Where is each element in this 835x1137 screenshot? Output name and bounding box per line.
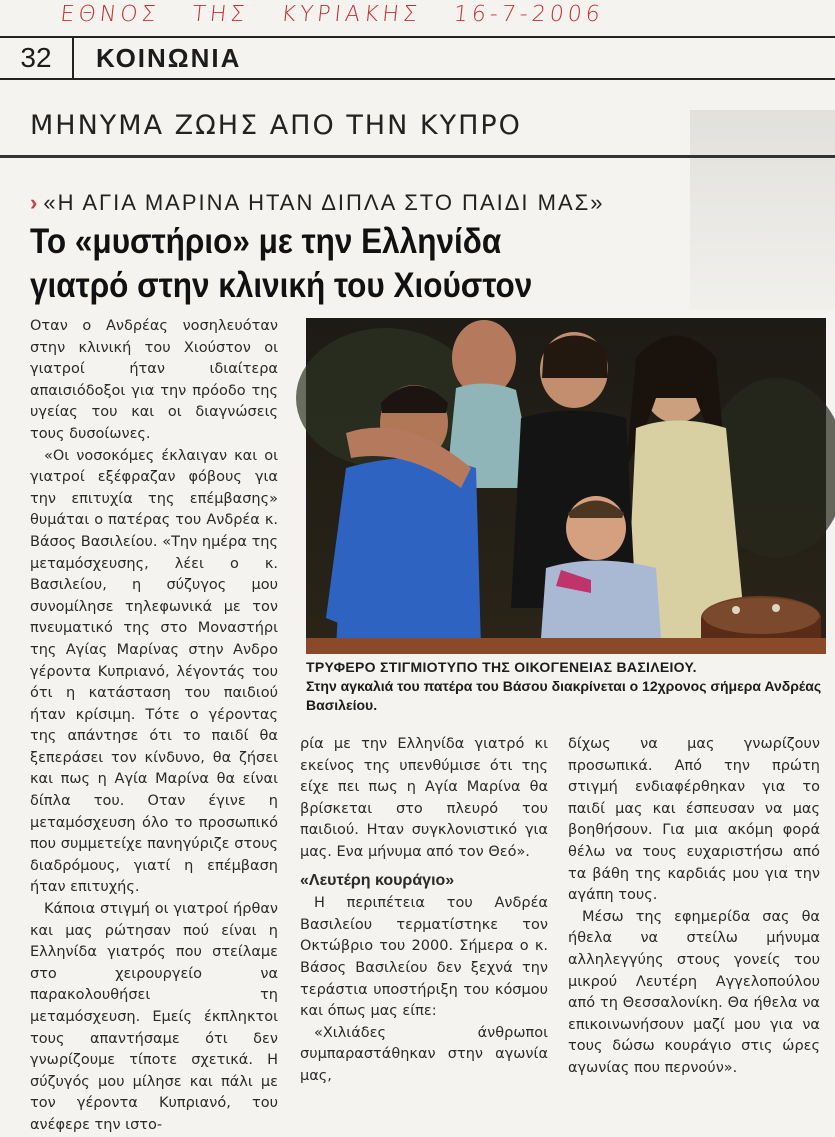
handwritten-date-note [58,2,682,36]
paragraph: «Χιλιάδες άνθρωποι συμπαραστάθηκαν στην αγωνία μας, [300,1024,548,1084]
article-column-1 [30,316,278,1133]
article-overline [30,190,604,216]
family-photo [306,318,826,654]
paragraph: ρία με την Ελληνίδα γιατρό κι εκείνος της υπενθύμισε ότι της είχε πει πως η Αγία Μαρίνα θα βρίσκεται στο πλευρό του παιδιού. Ηταν συγκλονιστικό για μας. Ενα μήνυμα από τον Θεό». [300,736,548,860]
caption-title: ΤΡΥΦΕΡΟ ΣΤΙΓΜΙΟΤΥΠΟ ΤΗΣ ΟΙΚΟΓΕΝΕΙΑΣ ΒΑΣΙΛΕΙΟΥ. [306,659,697,675]
family-photo-illustration [306,318,826,654]
kicker-title: ΜΗΝΥΜΑ ΖΩΗΣ ΑΠΟ ΤΗΝ ΚΥΠΡΟ [30,110,522,141]
article-headline [30,220,606,308]
headline-line: γιατρό στην κλινική του Χιούστον [30,266,533,305]
paragraph: «Οι νοσοκόμες έκλαιγαν και οι γιατροί εξέφραζαν φόβους για την επιτυχία της επέμβασης» θυμάται ο πατέρας του Ανδρέα κ. Βάσος Βασιλείου. «Την ημέρα της μεταμόσχευσης, λέει ο κ. Βασιλείου, η σύζυγος μου συνομίλησε τηλεφωνικά με τον πνευματικό της στο Μοναστήρι της Αγίας Μαρίνας στην Ανδρο γέροντα Κυπριανό, λέγοντάς του ότι η κατάσταση του παιδιού ήταν κρίσιμη. Τότε ο γέροντας της απάντησε ότι το παιδί θα ξεπεράσει τον κίνδυνο, θα ζήσει και πως η Αγία Μαρίνα θα είναι δίπλα του. Οταν έγινε η μεταμόσχευση όλο το προσωπικό που συμμετείχε πανηγύριζε στους διαδρόμους, γιατί η επέμβαση ήταν επιτυχής. [30,447,278,896]
paragraph: Μέσω της εφημερίδα σας θα ήθελα να στείλω μήνυμα αλληλεγγύης στους γονείς του μικρού Λευτέρη Αγγελοπούλου από τη Θεσσαλονίκη. Θα ήθελα να επικοινωνήσουν μαζί μου για να τους δώσω κουράγιο στις ώρες αγωνίας που περνούν». [568,908,820,1076]
section-title: ΚΟΙΝΩΝΙΑ [96,42,242,73]
article-subhead: «Λευτέρη κουράγιο» [300,871,455,889]
page-number: 32 [0,38,74,78]
caption-text: Στην αγκαλιά του πατέρα του Βάσου διακρίνεται ο 12χρονος σήμερα Ανδρέας Βασιλείου. [306,678,822,713]
article-column-2 [300,734,548,1084]
page-header [0,36,835,80]
kicker-band [0,100,835,158]
headline-line: Το «μυστήριο» με την Ελληνίδα [30,222,502,261]
article-column-3 [568,734,820,1076]
handwritten-word: ΕΘΝΟΣ [59,2,161,27]
photo-caption [306,658,826,715]
chevron-right-icon: › [30,190,40,215]
overline-text: «Η ΑΓΙΑ ΜΑΡΙΝΑ ΗΤΑΝ ΔΙΠΛΑ ΣΤΟ ΠΑΙΔΙ ΜΑΣ» [43,190,605,215]
handwritten-date: 16-7-2006 [452,2,605,27]
handwritten-word: ΤΗΣ [191,2,250,27]
paragraph: Κάποια στιγμή οι γιατροί ήρθαν και μας ρώτησαν πού είναι η Ελληνίδα γιατρός που στείλαμε στο χειρουργείο να παρακολουθήσει τη μεταμόσχευση. Εμείς έκπληκτοι τους απαντήσαμε ότι δεν γνωρίζουμε τίποτε σχετικά. Η σύζυγός μου μίλησε και πάλι με τον γέροντα Κυπριανό, του ανέφερε την ιστο- [30,901,278,1133]
handwritten-word: ΚΥΡΙΑΚΗΣ [279,2,423,27]
paragraph: Η περιπέτεια του Ανδρέα Βασιλείου τερματίστηκε τον Οκτώβριο του 2000. Σήμερα ο κ. Βάσος Βασιλείου δεν ξεχνά την τεράστια υποστήριξη του κόσμου και όπως μας είπε: [300,895,548,1020]
paragraph: δίχως να μας γνωρίζουν προσωπικά. Από την πρώτη στιγμή ενδιαφέρθηκαν για το παιδί μας και έσπευσαν να μας βοηθήσουν. Για μια ακόμη φορά θέλω να τους ευχαριστήσω από τα βάθη της καρδιάς μου για την αγάπη τους. [568,736,820,904]
paragraph: Οταν ο Ανδρέας νοσηλευόταν στην κλινική του Χιούστον οι γιατροί ήταν ιδιαίτερα απαισιόδοξοι για την πρόοδο της υγείας του και οι διαγνώσεις τους δυσοίωνες. [30,318,278,442]
